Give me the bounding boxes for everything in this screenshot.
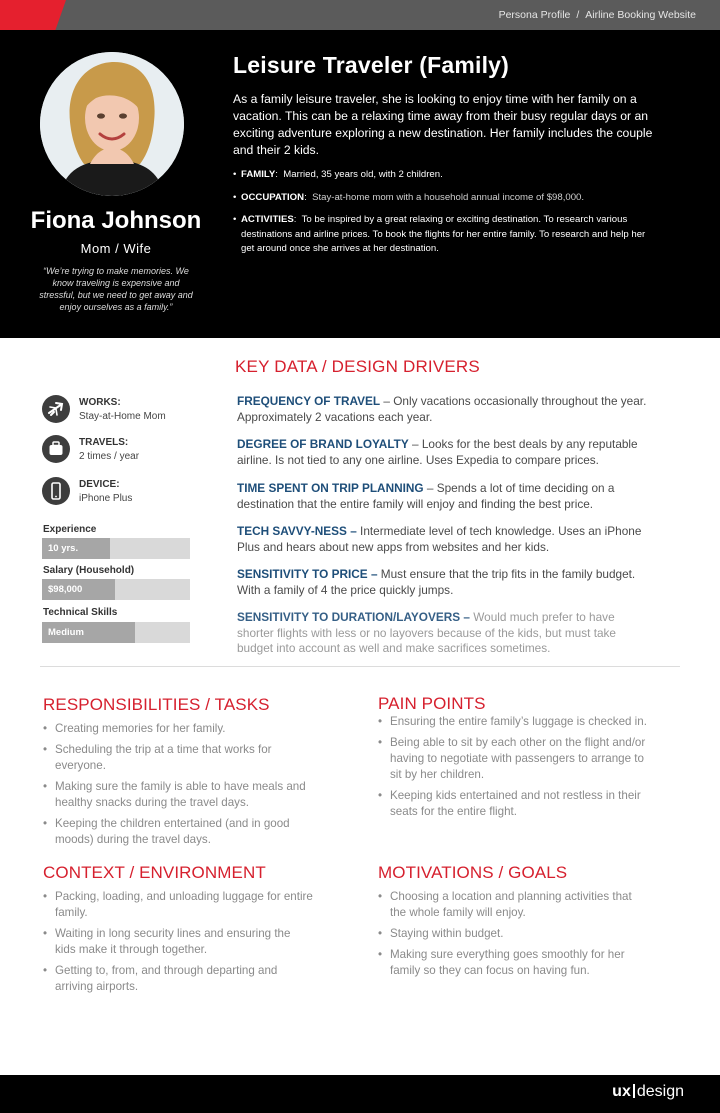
driver-heading: TECH SAVVY-NESS (237, 524, 347, 538)
persona-facts-list (233, 168, 653, 265)
persona-role: Mom / Wife (80, 241, 152, 256)
brand-accent-stripe (0, 0, 66, 30)
uxdesign-logo[interactable] (612, 1083, 684, 1101)
list-item: • Making sure the family is able to have meals and healthy snacks during the travel days. (43, 779, 313, 811)
persona-description: As a family leisure traveler, she is looking to enjoy time with her family on a vacation. This can be a relaxing time away from their busy regular days or an exciting adventure exploring a new destination. Her family includes the couple and their 2 kids. (233, 92, 653, 157)
persona-name: Fiona Johnson (30, 207, 202, 234)
list-item: • Keeping the children entertained (and in good moods) during the travel days. (43, 816, 313, 848)
stat-device (42, 477, 222, 509)
driver-dash: – (367, 567, 381, 581)
list-item: • Waiting in long security lines and ensuring the kids make it through together. (43, 926, 313, 958)
meter-value: 10 yrs. (48, 543, 79, 554)
driver-dash: – (346, 524, 361, 538)
driver-text: Spends a lot of time deciding on a destination that the entire family will enjoy and finding the best price. (237, 481, 615, 511)
driver-duration-layovers (237, 610, 647, 657)
list-item: • Making sure everything goes smoothly for her family so they can focus on having fun. (378, 947, 648, 979)
driver-text: Looks for the best deals by any reputable airline. Is not tied to any one airline. Uses Expedia to compare prices. (237, 437, 638, 467)
meter-label-technical-skills: Technical Skills (43, 607, 118, 618)
meter-label-experience: Experience (43, 524, 97, 535)
footer (0, 1075, 720, 1113)
meter-salary (42, 579, 190, 600)
fact-family: • FAMILY: Married, 35 years old, with 2 children. (233, 168, 653, 183)
context-list (43, 889, 313, 1000)
meter-value: $98,000 (48, 584, 83, 595)
driver-trip-planning (237, 481, 647, 512)
logo-ux: ux (612, 1083, 631, 1100)
persona-quote: “We’re trying to make memories. We know traveling is expensive and stressful, but we need to get away and enjoy ourselves as a family.” (39, 266, 193, 312)
pain-points-list (378, 714, 648, 825)
motivations-list (378, 889, 648, 984)
key-data-title: KEY DATA / DESIGN DRIVERS (235, 357, 480, 376)
fact-occupation: • OCCUPATION: Stay-at-home mom with a household annual income of $98,000. (233, 191, 653, 206)
driver-dash: – (423, 481, 437, 495)
driver-text: Only vacations occasionally throughout the year. Approximately 2 vacations each year. (237, 394, 647, 424)
list-item: • Ensuring the entire family’s luggage is checked in. (378, 714, 648, 730)
driver-heading: DEGREE OF BRAND LOYALTY (237, 437, 409, 451)
logo-divider (633, 1084, 635, 1098)
driver-text: Must ensure that the trip fits in the family budget. With a family of 4 the price quickly jumps. (237, 567, 636, 597)
breadcrumb-project[interactable]: Airline Booking Website (585, 9, 696, 21)
list-item: • Staying within budget. (378, 926, 648, 942)
stat-label: TRAVELS: (79, 437, 129, 448)
meter-label-salary: Salary (Household) (43, 565, 135, 576)
driver-frequency (237, 394, 647, 425)
fact-label: ACTIVITIES (241, 214, 294, 225)
driver-heading: FREQUENCY OF TRAVEL (237, 394, 381, 408)
fact-activities: • ACTIVITIES: To be inspired by a great relaxing or exciting destination. To research various destinations and airline prices. To book the flights for her entire family. To research and help her get around once she arrives at her destination. (233, 213, 653, 257)
stat-travels (42, 435, 222, 467)
driver-dash: – (460, 610, 474, 624)
list-item: • Keeping kids entertained and not restless in their seats for the entire flight. (378, 788, 648, 820)
driver-price-sensitivity (237, 567, 647, 598)
persona-type-title: Leisure Traveler (Family) (233, 52, 510, 78)
fact-text: Stay-at-home mom with a household annual income of $98,000. (312, 191, 585, 203)
list-item: • Scheduling the trip at a time that works for everyone. (43, 742, 313, 774)
responsibilities-list (43, 721, 313, 853)
stat-label: WORKS: (79, 397, 121, 408)
stat-value: Stay-at-Home Mom (79, 411, 166, 422)
persona-hero (0, 30, 720, 338)
meter-experience (42, 538, 190, 559)
persona-photo (40, 52, 184, 196)
meter-value: Medium (48, 627, 84, 638)
top-bar (0, 0, 720, 30)
fact-label: FAMILY (241, 169, 276, 180)
persona-portrait-icon (40, 52, 184, 196)
fact-text: To be inspired by a great relaxing or exciting destination. To research various destinations and airline prices. To book the flights for her entire family. To research and help her get around once she arrives at her destination. (241, 214, 646, 254)
context-title: CONTEXT / ENVIRONMENT (43, 863, 266, 882)
driver-text: Intermediate level of tech knowledge. Uses an iPhone Plus and hears about new apps from websites and her kids. (237, 524, 642, 554)
responsibilities-title: RESPONSIBILITIES / TASKS (43, 695, 270, 714)
fact-text: Married, 35 years old, with 2 children. (283, 169, 443, 180)
list-item: • Choosing a location and planning activities that the whole family will enjoy. (378, 889, 648, 921)
suitcase-icon (42, 435, 70, 463)
driver-brand-loyalty (237, 437, 647, 468)
meter-technical-skills (42, 622, 190, 643)
driver-tech-savvy (237, 524, 647, 555)
driver-dash: – (408, 437, 422, 451)
list-item: • Getting to, from, and through departing and arriving airports. (43, 963, 313, 995)
breadcrumb (499, 9, 696, 21)
driver-heading: SENSITIVITY TO PRICE (237, 567, 368, 581)
list-item: • Being able to sit by each other on the flight and/or having to negotiate with passengers to arrange to sit by her children. (378, 735, 648, 783)
stat-value: iPhone Plus (79, 493, 133, 504)
breadcrumb-separator: / (576, 9, 580, 21)
phone-icon (42, 477, 70, 505)
logo-design: design (636, 1083, 684, 1100)
driver-dash: – (380, 394, 394, 408)
breadcrumb-section[interactable]: Persona Profile (498, 9, 571, 21)
list-item: • Packing, loading, and unloading luggage for entire family. (43, 889, 313, 921)
driver-text: Would much prefer to have shorter flights with less or no layovers because of the kids, but must take budget into account as well and make sacrifices sometimes. (237, 610, 616, 655)
stat-works (42, 395, 222, 427)
motivations-title: MOTIVATIONS / GOALS (378, 863, 568, 882)
stat-value: 2 times / year (79, 451, 140, 462)
section-divider (40, 666, 680, 667)
list-item: • Creating memories for her family. (43, 721, 313, 737)
pain-points-title: PAIN POINTS (378, 694, 486, 713)
airplane-icon (42, 395, 70, 423)
fact-label: OCCUPATION (241, 191, 305, 203)
driver-heading: TIME SPENT ON TRIP PLANNING (237, 481, 424, 495)
stat-label: DEVICE: (79, 479, 120, 490)
driver-heading: SENSITIVITY TO DURATION/LAYOVERS (237, 610, 461, 624)
